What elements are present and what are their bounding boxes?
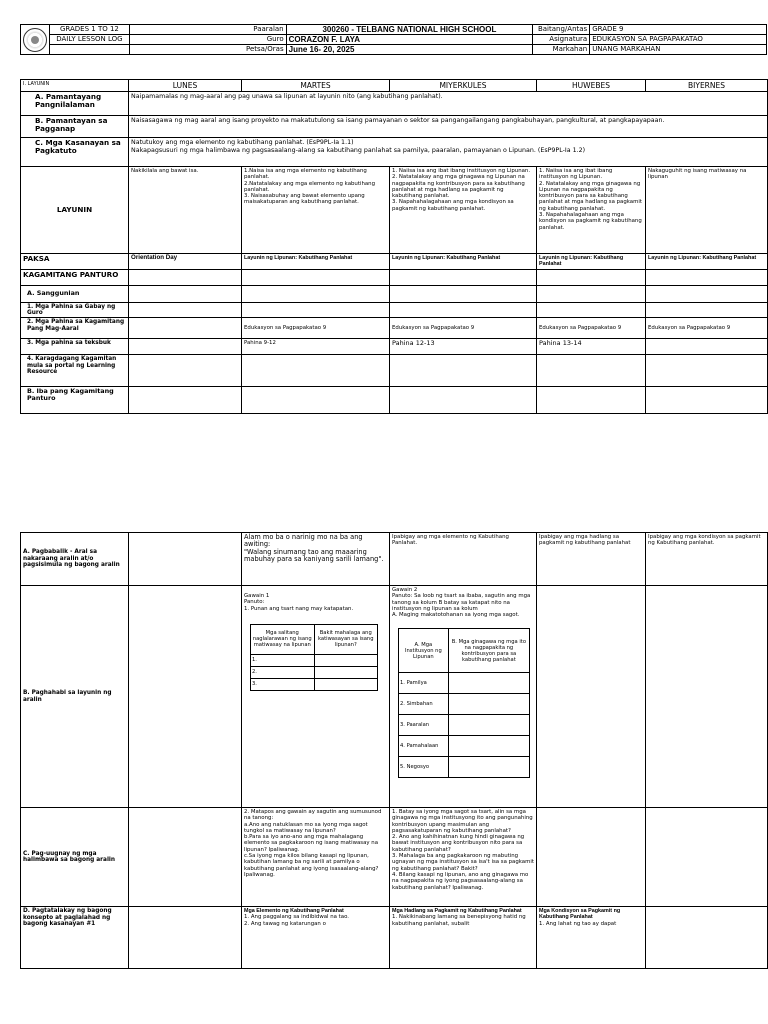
empty-cell [314,666,378,678]
empty-cell [390,355,537,387]
c-biyernes [646,808,768,907]
c-martes: 2. Matapos ang gawain ay sagutin ang sumusunod na tanong: a.Ano ang natuklasan mo sa iyong mga sagot tungkol sa matiwasay na lipunan? b.Para sa iyo ano-ano ang mga mahalagang elemento sa pagkakaroon ng isang matiwasay na lipunan? Ipaliwanag. c.Sa iyong mga kilos bilang kasapi ng lipunan, kabutihan lamang ba ng sarili at pamilya o kabutihang panlahat ang iyong isasaalang-alang? Ipaliwanag. [242,808,390,907]
paksa-label: PAKSA [21,254,129,270]
gawain-1-col2-header: Bakit mahalaga ang katiwasayan sa isang lipunan? [314,624,378,654]
r2-miyerkules: Edukasyon sa Pagpapakatao 9 [390,318,537,339]
paaralan-label: Paaralan [129,25,286,35]
r2-biyernes: Edukasyon sa Pagpapakatao 9 [646,318,768,339]
baitang-label: Baitang/Antas [533,25,590,35]
empty-cell [537,355,646,387]
r3-miyerkules: Pahina 12-13 [390,339,537,355]
empty-cell [129,387,242,414]
gawain-2-row: 1. Pamilya [399,673,449,694]
gawain-2-col1-header: A. Mga Institusyon ng Lipunan [399,629,449,673]
layunin-huwebes: 1. Naiisa isa ang ibat ibang institusyon ng Lipunan. 2. Natatalakay ang mga ginagawa ng Lipunan na nagpapakita ng kontribusyon para sa kabutihang panlahat at mga hadlang sa pagkamit ng kabutihang panlahat. 3. Napahahalagahaan ang mga kondisyon sa pagkamit ng kabutihang panlahat. [537,167,646,254]
day-header-huwebes: HUWEBES [537,80,646,92]
d-miyerkules [390,907,537,969]
pamantayang-pangnilalaman-label: A. Pamantayang Pangnilalaman [21,92,129,116]
school-name: 300260 - TELBANG NATIONAL HIGH SCHOOL [286,25,533,35]
empty-cell [448,715,529,736]
d-title: Mga Hadlang sa Pagkamit ng Kabutihang Panlahat [392,908,522,914]
empty-cell [390,302,537,318]
a-lunes [129,533,242,586]
empty-cell [448,757,529,778]
empty-cell [646,269,768,285]
c-miyerkules: 1. Batay sa iyong mga sagot sa tsart, alin sa mga ginagawa ng mga institusyong ito ang pangunahing kontribusyon upang masimulan ang pagsasakatuparan ng kabutihang panlahat? 2. Ano ang kahihinatnan kung hindi ginagawa ng bawat institusyon ang kontribusyon nito para sa kabutihang panlahat? 3. Mahalaga ba ang pagkakaroon ng mabuting ugnayan ng mga institusyon sa isa't isa sa pagkamit ng kabutihang panlahat? Bakit? 4. Bilang kasapi ng lipunan, ano ang ginagawa mo na nagpapakita ng iyong pagsasaalang-alang sa kabutihang panlahat? Ipaliwanag. [390,808,537,907]
empty-cell [537,285,646,302]
header-table [20,24,767,55]
empty-cell [242,355,390,387]
d-lunes [129,907,242,969]
a-miyerkules: Ipabigay ang mga elemento ng Kabutihang Panlahat. [390,533,537,586]
day-header-lunes: LUNES [129,80,242,92]
layunin-label: LAYUNIN [21,167,129,254]
gawain-2-row: 2. Simbahan [399,694,449,715]
gawain-2-col2-header: B. Mga ginagawa ng mga ito na nagpapakita ng kontribusyon para sa kabutihang panlahat [448,629,529,673]
empty-cell [537,302,646,318]
empty-cell [129,586,242,808]
d-huwebes [537,907,646,969]
empty-cell [242,269,390,285]
lesson-log-table-2 [20,532,768,969]
markahan-label: Markahan [533,45,590,55]
gawain-1-row: 2. [251,666,315,678]
c-lunes [129,808,242,907]
day-header-martes: MARTES [242,80,390,92]
kasanayan-sa-pagkatuto-label: C. Mga Kasanayan sa Pagkatuto [21,138,129,167]
layunin-biyernes: Nakaguguhit ng isang matiwasay na lipunan [646,167,768,254]
gawain-2-row: 4. Pamahalaan [399,736,449,757]
empty-cell [314,678,378,690]
learning-resource-label: 4. Karagdagang Kagamitan mula sa portal ng Learning Resource [21,355,129,387]
kasanayan-line-2: Nakapagsusuri ng mga halimbawa ng pagsasaalang-alang sa kabutihang panlahat sa pamilya, paaralan, pamayanan o Lipunan. (EsP9PL-Ia 1.2) [131,147,586,154]
gawain-2-row: 3. Paaralan [399,715,449,736]
petsa-label: Petsa/Oras [129,45,286,55]
r3-lunes [129,339,242,355]
day-header-biyernes: BIYERNES [646,80,768,92]
empty-cell [314,654,378,666]
pag-uugnay-label: C. Pag-uugnay ng mga halimbawa sa bagong aralin [21,808,129,907]
a-martes: Alam mo ba o narinig mo na ba ang awiting: "Walang sinumang tao ang maaaring mabuhay para sa kaniyang sarili lamang". [242,533,390,586]
subject: EDUKASYON SA PAGPAPAKATAO [590,35,767,45]
pagtatalakay-label: D. Pagtatalakay ng bagong konsepto at paglalahad ng bagong kasanayan #1 [21,907,129,969]
blank-cell [49,45,129,55]
layunin-lunes: Nakikilala ang bawat isa. [129,167,242,254]
paksa-miyerkules: Layunin ng Lipunan: Kabutihang Panlahat [390,254,537,270]
empty-cell [129,269,242,285]
gawain-2-row: 5. Negosyo [399,757,449,778]
empty-cell [129,302,242,318]
paksa-biyernes: Layunin ng Lipunan: Kabutihang Panlahat [646,254,768,270]
empty-cell [129,355,242,387]
gawain-1-instructions: Gawain 1 Panuto: 1. Punan ang tsart nang may katapatan. [244,593,354,612]
empty-cell [646,355,768,387]
pamantayang-pangnilalaman-text: Naipamamalas ng mag-aaral ang pag unawa sa lipunan at layunin nito (ang kabutihang panlahat). [129,92,768,116]
empty-cell [646,387,768,414]
gawain-2-instructions: Gawain 2 Panuto: Sa loob ng tsart sa ibaba, sagutin ang mga tanong sa kolum B batay sa katapat nito na institusyon ng lipunan sa kolum A. Maging makatotohanan sa iyong mga sagot. [392,587,531,619]
empty-cell [537,586,646,808]
empty-cell [646,285,768,302]
empty-cell [390,285,537,302]
gawain-1-chart [250,624,378,691]
r3-martes: Pahina 9-12 [242,339,390,355]
empty-cell [242,302,390,318]
empty-cell [129,285,242,302]
r3-huwebes: Pahina 13-14 [537,339,646,355]
gawain-1-col1-header: Mga salitang naglalarawan ng isang matiwasay na lipunan [251,624,315,654]
asignatura-label: Asignatura [533,35,590,45]
empty-cell [242,387,390,414]
paksa-lunes: Orientation Day [129,254,242,270]
r2-martes: Edukasyon sa Pagpapakatao 9 [242,318,390,339]
pamantayan-sa-pagganap-text: Naisasagawa ng mag aaral ang isang proyekto na makatutulong sa isang pamayanan o sektor sa pangangailangang pangkabuhayan, pangkultural, at pangkapayapaan. [129,116,768,138]
layunin-corner: I. LAYUNIN [21,80,129,92]
empty-cell [390,269,537,285]
kagamitang-mag-aaral-label: 2. Mga Pahina sa Kagamitang Pang Mag-Aaral [21,318,129,339]
dll-label: DAILY LESSON LOG [49,35,129,45]
d-title: Mga Elemento ng Kabutihang Panlahat [244,908,344,914]
pagbabalik-aral-label: A. Pagbabalik - Aral sa nakaraang aralin at/o pagsisimula ng bagong aralin [21,533,129,586]
grades-label: GRADES 1 TO 12 [49,25,129,35]
d-text: 1. Nakikinabang lamang sa benepisyong hatid ng kabutihang panlahat, subalit [392,914,526,927]
r2-huwebes: Edukasyon sa Pagpapakatao 9 [537,318,646,339]
empty-cell [448,694,529,715]
gabay-guro-label: 1. Mga Pahina sa Gabay ng Guro [21,302,129,318]
a-biyernes: Ipabigay ang mga kondisyon sa pagkamit ng Kabutihang panlahat. [646,533,768,586]
r2-lunes [129,318,242,339]
d-text: 1. Ang paggalang sa indibidwal na tao. 2. Ang tawag ng katarungan o [244,914,350,927]
kasanayan-line-1: Natutukoy ang mga elemento ng kabutihang panlahat. (EsP9PL-Ia 1.1) [131,139,354,146]
guro-label: Guro [129,35,286,45]
empty-cell [646,586,768,808]
deped-seal-logo [21,25,50,55]
iba-pang-kagamitan-label: B. Iba pang Kagamitang Panturo [21,387,129,414]
c-huwebes [537,808,646,907]
b-martes [242,586,390,808]
d-biyernes [646,907,768,969]
gawain-1-row: 3. [251,678,315,690]
gawain-2-chart [398,628,530,778]
b-miyerkules [390,586,537,808]
empty-cell [448,736,529,757]
r3-biyernes [646,339,768,355]
paksa-martes: Layunin ng Lipunan: Kabutihang Panlahat [242,254,390,270]
a-huwebes: Ipabigay ang mga hadlang sa pagkamit ng kabutihang panlahat [537,533,646,586]
grade-level: GRADE 9 [590,25,767,35]
paghahabi-label: B. Paghahabi sa layunin ng aralin [21,586,129,808]
d-martes [242,907,390,969]
layunin-martes: 1.Naisa isa ang mga elemento ng kabutihang panlahat. 2.Natatalakay ang mga elemento ng kabutihang panlahat. 3. Naisasabuhay ang bawat elemento upang maisakatuparan ang kabutihang panlahat. [242,167,390,254]
d-text: 1. Ang lahat ng tao ay dapat [539,920,617,927]
sanggunian-label: A. Sanggunian [21,285,129,302]
kasanayan-sa-pagkatuto-text [129,138,768,167]
day-header-miyerkules: MIYERKULES [390,80,537,92]
empty-cell [646,302,768,318]
teksbuk-label: 3. Mga pahina sa teksbuk [21,339,129,355]
date-range: June 16- 20, 2025 [286,45,533,55]
paksa-huwebes: Layunin ng Lipunan: Kabutihang Panlahat [537,254,646,270]
pamantayan-sa-pagganap-label: B. Pamantayan sa Pagganap [21,116,129,138]
empty-cell [537,269,646,285]
empty-cell [537,387,646,414]
quarter: UNANG MARKAHAN [590,45,767,55]
empty-cell [448,673,529,694]
layunin-miyerkules: 1. Naiisa isa ang ibat ibang institusyon ng Lipunan. 2. Natatalakay ang mga ginagawa ng Lipunan na nagpapakita ng kontribusyon para sa kabutihang panlahat at mga hadlang sa pagkamit ng kabutihang panlahat. 3. Napahahalagahaan ang mga kondisyon sa pagkamit ng kabutihang panlahat. [390,167,537,254]
gawain-1-row: 1. [251,654,315,666]
empty-cell [390,387,537,414]
teacher-name: CORAZON F. LAYA [286,35,533,45]
d-title: Mga Kondisyon sa Pagkamit ng Kabutihang Panlahat [539,908,621,921]
lesson-log-table-1 [20,79,768,414]
empty-cell [242,285,390,302]
kagamitang-panturo-label: KAGAMITANG PANTURO [21,269,129,285]
